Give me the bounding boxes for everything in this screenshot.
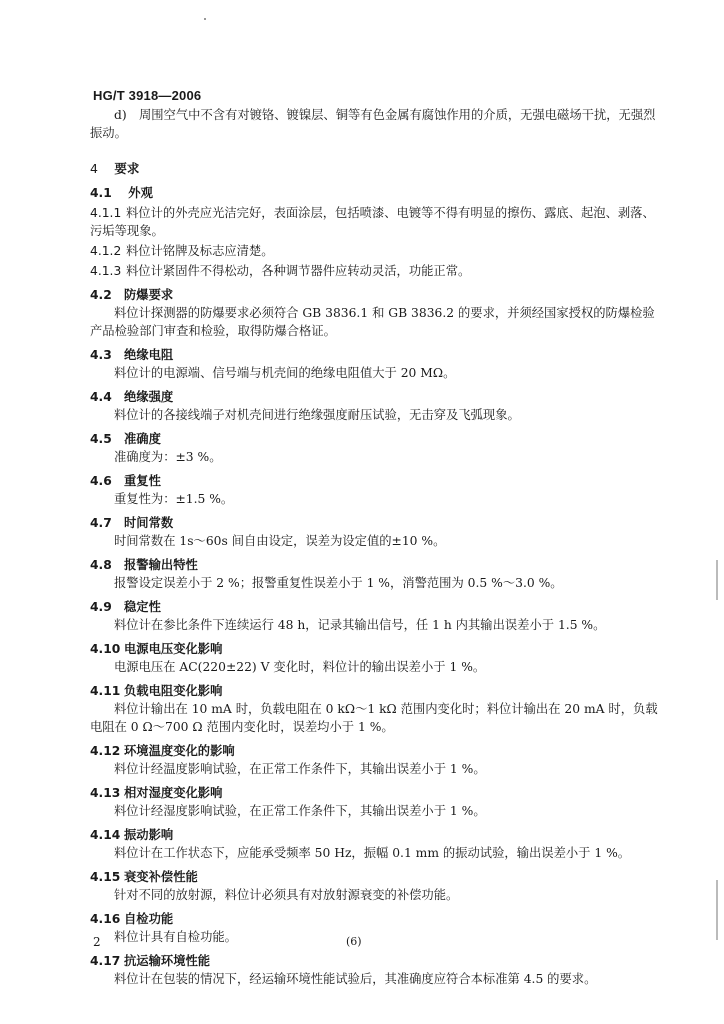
clause-4-14-text: 料位计在工作状态下，应能承受频率 50 Hz，振幅 0.1 mm 的振动试验，输出误差小于 1 %。: [114, 846, 631, 860]
clause-4-16-heading: [90, 910, 658, 928]
clause-title: 抗运输环境性能: [124, 954, 211, 968]
clause-number: 4.11: [90, 684, 121, 698]
clause-4-1-heading: [90, 184, 658, 202]
clause-4-9-heading: [90, 598, 658, 616]
clause-number: 4.17: [90, 954, 121, 968]
scan-speck: [204, 18, 206, 20]
clause-text: 料位计铭牌及标志应清楚。: [126, 244, 274, 258]
clause-title: 电源电压变化影响: [124, 642, 223, 656]
clause-number: 4.1: [90, 186, 112, 200]
clause-4-17-heading: [90, 952, 658, 970]
clause-title: 防爆要求: [124, 288, 174, 302]
clause-4-11-text: 料位计输出在 10 mA 时，负载电阻在 0 kΩ～1 kΩ 范围内变化时；料位计输出在 20 mA 时，负载电阻在 0 Ω～700 Ω 范围内变化时，误差均小于 1 %。: [90, 702, 658, 734]
document-body: [90, 106, 658, 988]
clause-4-7-heading: [90, 514, 658, 532]
clause-4-1-1: [90, 204, 658, 240]
clause-number: 4.1.1: [90, 206, 122, 220]
clause-title: 稳定性: [124, 600, 161, 614]
clause-4-1-2: [90, 242, 658, 260]
clause-title: 外观: [128, 186, 153, 200]
clause-4-2-text: 料位计探测器的防爆要求必须符合 GB 3836.1 和 GB 3836.2 的要求，并须经国家授权的防爆检验产品检验部门审查和检验，取得防爆合格证。: [90, 306, 655, 338]
clause-4-13-heading: [90, 784, 658, 802]
clause-4-11-heading: [90, 682, 658, 700]
clause-4-4-text: 料位计的各接线端子对机壳间进行绝缘强度耐压试验，无击穿及飞弧现象。: [114, 408, 520, 422]
clause-title: 衰变补偿性能: [124, 870, 198, 884]
section-title: 要求: [114, 161, 140, 176]
clause-4-13-text: 料位计经湿度影响试验，在正常工作条件下，其输出误差小于 1 %。: [114, 804, 486, 818]
clause-title: 自检功能: [124, 912, 174, 926]
clause-number: 4.1.3: [90, 264, 122, 278]
page-number: 2: [93, 935, 101, 949]
clause-title: 重复性: [124, 474, 161, 488]
sheet-number: (6): [346, 935, 362, 948]
clause-4-15-heading: [90, 868, 658, 886]
clause-4-6-text: 重复性为：±1.5 %。: [114, 492, 234, 506]
clause-title: 报警输出特性: [124, 558, 198, 572]
clause-text: 料位计紧固件不得松动，各种调节器件应转动灵活，功能正常。: [126, 264, 471, 278]
clause-4-14-heading: [90, 826, 658, 844]
section-number: 4: [90, 161, 98, 176]
scan-edge-mark: [716, 560, 718, 600]
clause-4-16-text: 料位计具有自检功能。: [114, 930, 237, 944]
clause-4-9-text: 料位计在参比条件下连续运行 48 h，记录其输出信号，任 1 h 内其输出误差小于 1.5 %。: [114, 618, 606, 632]
clause-title: 环境温度变化的影响: [124, 744, 235, 758]
clause-4-3-text: 料位计的电源端、信号端与机壳间的绝缘电阻值大于 20 MΩ。: [114, 366, 456, 380]
clause-4-3-heading: [90, 346, 658, 364]
clause-4-10-text: 电源电压在 AC(220±22) V 变化时，料位计的输出误差小于 1 %。: [114, 660, 486, 674]
clause-title: 负载电阻变化影响: [124, 684, 223, 698]
clause-4-12-heading: [90, 742, 658, 760]
clause-number: 4.4: [90, 390, 112, 404]
clause-4-10-heading: [90, 640, 658, 658]
section-4-heading: [90, 160, 658, 178]
clause-title: 相对湿度变化影响: [124, 786, 223, 800]
clause-4-8-heading: [90, 556, 658, 574]
clause-number: 4.1.2: [90, 244, 122, 258]
clause-4-4-heading: [90, 388, 658, 406]
clause-4-15-text: 针对不同的放射源，料位计必须具有对放射源衰变的补偿功能。: [114, 888, 459, 902]
clause-4-17-text: 料位计在包装的情况下，经运输环境性能试验后，其准确度应符合本标准第 4.5 的要求。: [114, 972, 597, 986]
clause-number: 4.10: [90, 642, 121, 656]
clause-number: 4.8: [90, 558, 112, 572]
clause-number: 4.15: [90, 870, 121, 884]
clause-number: 4.3: [90, 348, 112, 362]
clause-title: 绝缘电阻: [124, 348, 174, 362]
clause-4-5-heading: [90, 430, 658, 448]
scan-edge-mark: [716, 880, 718, 940]
clause-number: 4.6: [90, 474, 112, 488]
clause-4-2-heading: [90, 286, 658, 304]
clause-title: 时间常数: [124, 516, 174, 530]
clause-4-7-text: 时间常数在 1s～60s 间自由设定，误差为设定值的±10 %。: [114, 534, 446, 548]
clause-4-5-text: 准确度为：±3 %。: [114, 450, 222, 464]
clause-number: 4.5: [90, 432, 112, 446]
clause-number: 4.7: [90, 516, 112, 530]
clause-text: 料位计的外壳应光洁完好，表面涂层，包括喷漆、电镀等不得有明显的擦伤、露底、起泡、剥落、污垢等现象。: [90, 206, 655, 238]
standard-code: HG/T 3918—2006: [93, 88, 202, 103]
clause-title: 绝缘强度: [124, 390, 174, 404]
clause-title: 准确度: [124, 432, 161, 446]
clause-4-6-heading: [90, 472, 658, 490]
clause-title: 振动影响: [124, 828, 174, 842]
clause-number: 4.2: [90, 288, 112, 302]
clause-4-1-3: [90, 262, 658, 280]
clause-4-12-text: 料位计经温度影响试验，在正常工作条件下，其输出误差小于 1 %。: [114, 762, 486, 776]
clause-number: 4.9: [90, 600, 112, 614]
clause-number: 4.14: [90, 828, 121, 842]
item-d: d) 周围空气中不含有对镀铬、镀镍层、铜等有色金属有腐蚀作用的介质，无强电磁场干扰，无强烈振动。: [90, 108, 656, 140]
clause-4-8-text: 报警设定误差小于 2 %；报警重复性误差小于 1 %，消警范围为 0.5 %～3.0 %。: [114, 576, 563, 590]
clause-number: 4.13: [90, 786, 121, 800]
clause-number: 4.16: [90, 912, 121, 926]
clause-number: 4.12: [90, 744, 121, 758]
